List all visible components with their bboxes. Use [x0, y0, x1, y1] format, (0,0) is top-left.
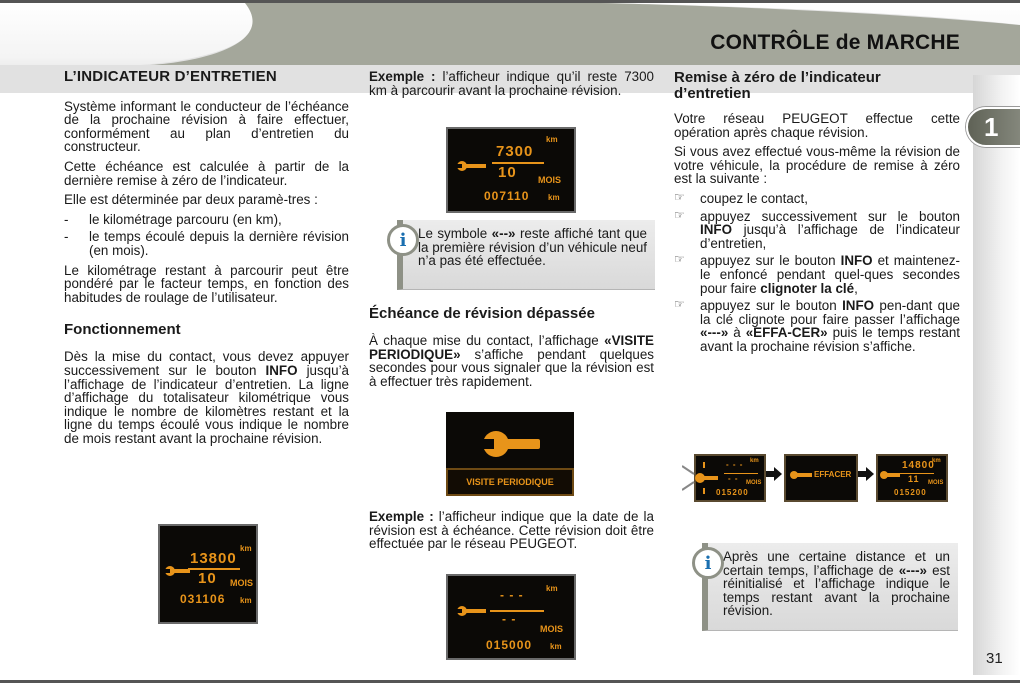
heading-reset: Remise à zéro de l’indicateur d’entretien [674, 69, 881, 102]
lcd-effacer [784, 454, 858, 502]
page-margin-strip [973, 75, 1020, 675]
list-item: - le temps écoulé depuis la dernière révision (en mois). [64, 229, 349, 258]
lcd-display-dashes: km - - - - - MOIS 015000 km [446, 574, 576, 660]
lcd-display-visite-periodique [446, 412, 574, 496]
column-examples [369, 70, 654, 103]
heading-operation: Fonctionnement [64, 321, 181, 339]
column-reset [674, 70, 960, 358]
paragraph: À chaque mise du contact, l’affichage «VISITE PERIODIQUE» s’affiche pendant quelques secondes pour vous signaler que la révision est à effectuer très rapidement. [369, 333, 654, 389]
paragraph: Si vous avez effectué vous-même la révision de votre véhicule, la procédure de remise à zéro est la suivante : [674, 144, 960, 187]
months-remaining: - - [502, 612, 517, 626]
example-overdue [369, 510, 654, 557]
km-remaining: 13800 [190, 550, 237, 567]
km-remaining: 7300 [496, 143, 534, 160]
wrench-icon [482, 428, 540, 460]
paragraph: Elle est déterminée par deux paramè-tres : [64, 192, 318, 208]
reset-step: ☞ appuyez successivement sur le bouton INFO jusqu’à l’affichage de l’indicateur d’entretien, [674, 207, 960, 251]
arrow-right-icon [766, 466, 782, 482]
heading-maintenance-indicator: L’INDICATEUR D’ENTRETIEN [64, 68, 277, 85]
wrench-icon [456, 159, 486, 173]
paragraph: Dès la mise du contact, vous devez appuyer successivement sur le bouton INFO jusqu’à l’affichage de l’indicateur d’entretien. La ligne d’affichage du totalisateur kilométrique vous indique le nombre de kilomètres restant et la ligne du temps écoulé vous indique le nombre de mois restant avant la prochaine révision. [64, 349, 349, 446]
example-paragraph: Exemple : l’afficheur indique qu’il reste 7300 km à parcourir avant la prochaine révision. [369, 69, 654, 98]
section-service-overdue [369, 306, 654, 394]
message-effacer: EFFACER [814, 470, 852, 479]
lcd-blinking-key: km - - - - - MOIS 015200 [694, 454, 766, 502]
paragraph: Cette échéance est calculée à partir de la dernière remise à zéro de l’indicateur. [64, 158, 349, 188]
paragraph: Système informant le conducteur de l’échéance de la prochaine révision à faire effectuer, conformément au plan d’entretien du constructeur. [64, 98, 349, 155]
fraction-bar [490, 610, 544, 612]
months-remaining: 10 [498, 164, 517, 181]
column-maintenance-indicator [64, 70, 349, 451]
pointing-hand-icon: ☞ [674, 189, 685, 204]
lcd-display-7300: km 7300 10 MOIS 007110 km [446, 127, 576, 213]
info-note-reset: i Après une certaine distance et un certain temps, l’affichage de «---» est réinitialisé et l’affichage indique le temps restant avant la prochaine révision. [702, 543, 958, 631]
months-remaining: 10 [198, 570, 217, 587]
section-title: CONTRÔLE de MARCHE [710, 31, 960, 54]
km-remaining: - - - [500, 588, 524, 602]
wrench-icon [880, 470, 900, 480]
parameter-list [64, 213, 349, 258]
odometer: 015000 [486, 638, 533, 652]
reset-sequence [682, 452, 952, 502]
reset-step: ☞ coupez le contact, [674, 189, 808, 206]
pointing-hand-icon: ☞ [674, 297, 685, 312]
lcd-display-13800: km 13800 10 MOIS 031106 km [158, 524, 258, 624]
reset-step: ☞ appuyez sur le bouton INFO pen-dant que la clé clignote pour faire passer l’affichage «---» à «EFFA-CER» puis le temps restant avant la prochaine révision s’affiche. [674, 297, 960, 354]
heading-service-overdue: Échéance de révision dépassée [369, 305, 595, 322]
chapter-tab[interactable] [966, 107, 1020, 147]
info-icon: i [387, 224, 419, 256]
pointing-hand-icon: ☞ [674, 252, 685, 267]
reset-steps [674, 189, 960, 354]
lcd-display-14800: km 14800 11 MOIS 015200 [876, 454, 948, 502]
reset-step: ☞ appuyez sur le bouton INFO et maintenez-le enfoncé pendant quel-ques secondes pour faire clignoter la clé, [674, 252, 960, 296]
arrow-right-icon [858, 466, 874, 482]
odometer: 031106 [180, 592, 226, 606]
wrench-icon [164, 564, 190, 578]
list-item: - le kilométrage parcouru (en km), [64, 211, 282, 227]
example-paragraph: Exemple : l’afficheur indique que la date de la révision est à échéance. Cette révision doit être effectuée par le réseau PEUGEOT. [369, 509, 654, 552]
info-note-first-service: i Le symbole «--» reste affiché tant que la première révision d’un véhicule neuf n’a pas été effectuée. [397, 220, 655, 290]
paragraph: Votre réseau PEUGEOT effectue cette opération après chaque révision. [674, 111, 960, 140]
wrench-icon [456, 604, 486, 618]
pointing-hand-icon: ☞ [674, 207, 685, 222]
wrench-icon [790, 470, 812, 480]
paragraph: Le kilométrage restant à parcourir peut être pondéré par le facteur temps, en fonction des habitudes de roulage de l’utilisateur. [64, 262, 349, 305]
info-icon: i [692, 547, 724, 579]
chapter-number: 1 [984, 111, 999, 142]
odometer: 007110 [484, 189, 530, 203]
message-visite-periodique: VISITE PERIODIQUE [446, 468, 574, 496]
page-number: 31 [986, 650, 1003, 667]
